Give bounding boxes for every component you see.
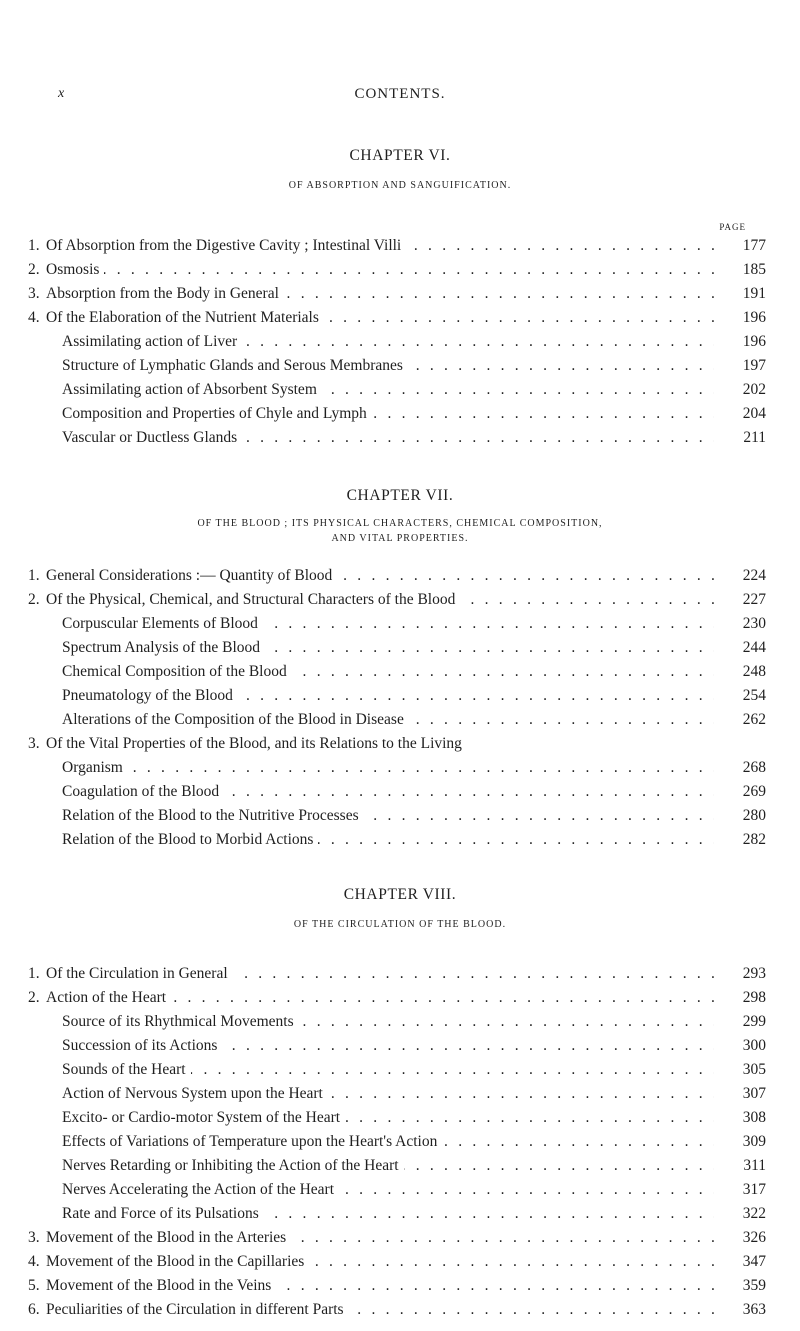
entry-title <box>62 426 714 450</box>
entry-title <box>46 564 714 588</box>
entry-page-number: 298 <box>742 989 766 1006</box>
entry-title-text: Chemical Composition of the Blood <box>62 663 292 680</box>
toc-entry <box>0 1106 800 1130</box>
entry-title <box>62 1178 714 1202</box>
chapter-subtitle: OF ABSORPTION AND SANGUIFICATION. <box>288 180 512 191</box>
entry-page-number: 308 <box>742 1109 766 1126</box>
toc-entry <box>0 1034 800 1058</box>
entry-title <box>46 1274 714 1298</box>
entry-number: 2. <box>28 261 40 278</box>
entry-page-number: 300 <box>742 1037 766 1054</box>
toc-entry <box>0 780 800 804</box>
entry-title-text: Of the Circulation in General <box>46 965 233 982</box>
entry-page-number: 177 <box>742 237 766 254</box>
entry-title <box>62 612 714 636</box>
entry-title <box>62 828 714 852</box>
entry-title <box>46 588 714 612</box>
entry-title-text: Corpuscular Elements of Blood <box>62 615 263 632</box>
toc-entry <box>0 1178 800 1202</box>
entry-number: 1. <box>28 965 40 982</box>
entry-title-text: Nerves Retarding or Inhibiting the Action of the Heart <box>62 1157 404 1174</box>
toc-entry <box>0 306 800 330</box>
toc-entry <box>0 986 800 1010</box>
chapter-7-heading <box>0 486 800 546</box>
entry-number: 2. <box>28 591 40 608</box>
entry-page-number: 293 <box>742 965 766 982</box>
page-numeral: x <box>58 86 65 101</box>
entry-page-number: 363 <box>742 1301 766 1318</box>
entry-title-text: Coagulation of the Blood <box>62 783 224 800</box>
toc-entry <box>0 330 800 354</box>
entry-page-number: 359 <box>742 1277 766 1294</box>
entry-number: 2. <box>28 989 40 1006</box>
chapter-subtitle: OF THE CIRCULATION OF THE BLOOD. <box>293 919 507 930</box>
toc-entry <box>0 636 800 660</box>
chapter-subtitle: AND VITAL PROPERTIES. <box>331 533 469 544</box>
entry-title-text: Movement of the Blood in the Veins <box>46 1277 276 1294</box>
entry-title-text: Succession of its Actions <box>62 1037 222 1054</box>
entry-page-number: 224 <box>742 567 766 584</box>
entry-number: 1. <box>28 567 40 584</box>
entry-title-text: Assimilating action of Absorbent System <box>62 381 322 398</box>
toc-entry <box>0 756 800 780</box>
entry-title-text: Rate and Force of its Pulsations <box>62 1205 264 1222</box>
entry-title <box>62 780 714 804</box>
entry-number: 3. <box>28 285 40 302</box>
chapter-title: CHAPTER VII. <box>346 487 454 504</box>
entry-title-text: Of Absorption from the Digestive Cavity ; Intestinal Villi <box>46 237 406 254</box>
entry-title <box>62 636 714 660</box>
entry-title-text: Vascular or Ductless Glands <box>62 429 242 446</box>
toc-entry <box>0 426 800 450</box>
entry-title <box>46 258 714 282</box>
running-title: CONTENTS. <box>354 86 446 102</box>
entry-title-text: Of the Physical, Chemical, and Structural Characters of the Blood <box>46 591 460 608</box>
entry-title <box>62 1058 714 1082</box>
entry-title <box>62 1034 714 1058</box>
entry-title-text: Osmosis <box>46 261 104 278</box>
entry-page-number: 309 <box>742 1133 766 1150</box>
toc-entry <box>0 1130 800 1154</box>
entry-title-text: General Considerations :— Quantity of Blood <box>46 567 337 584</box>
chapter-8-heading <box>0 885 800 932</box>
toc-entry <box>0 804 800 828</box>
entry-page-number: 254 <box>742 687 766 704</box>
entry-title <box>62 1106 714 1130</box>
entry-page-number: 268 <box>742 759 766 776</box>
entry-title <box>46 1226 714 1250</box>
entry-title-text: Structure of Lymphatic Glands and Serous Membranes <box>62 357 408 374</box>
entry-number: 3. <box>28 1229 40 1246</box>
toc-entry <box>0 378 800 402</box>
entry-page-number: 307 <box>742 1085 766 1102</box>
entry-page-number: 347 <box>742 1253 766 1270</box>
entry-title-text: Nerves Accelerating the Action of the Heart <box>62 1181 339 1198</box>
entry-page-number: 202 <box>742 381 766 398</box>
entry-title-text: Peculiarities of the Circulation in different Parts <box>46 1301 349 1318</box>
toc-entry <box>0 1082 800 1106</box>
entry-page-number: 326 <box>742 1229 766 1246</box>
entry-title <box>46 962 714 986</box>
entry-title <box>62 804 714 828</box>
entry-title-text: Pneumatology of the Blood <box>62 687 238 704</box>
toc-entry <box>0 282 800 306</box>
toc-entry <box>0 962 800 986</box>
entry-page-number: 311 <box>743 1157 766 1174</box>
entry-number: 6. <box>28 1301 40 1318</box>
entry-title <box>46 282 714 306</box>
entry-title-text: Action of the Heart <box>46 989 171 1006</box>
toc-entry <box>0 1250 800 1274</box>
entry-page-number: 317 <box>742 1181 766 1198</box>
entry-title <box>46 986 714 1010</box>
entry-page-number: 248 <box>742 663 766 680</box>
entry-title <box>62 684 714 708</box>
entry-title <box>62 354 714 378</box>
toc-entry <box>0 1154 800 1178</box>
entry-page-number: 196 <box>742 333 766 350</box>
chapter-7-entries <box>0 564 800 852</box>
entry-title <box>62 708 714 732</box>
chapter-6-heading <box>0 146 800 193</box>
toc-entry <box>0 612 800 636</box>
entry-title <box>62 1154 714 1178</box>
entry-page-number: 211 <box>743 429 766 446</box>
entry-title <box>62 660 714 684</box>
toc-entry <box>0 588 800 612</box>
entry-title <box>62 1130 714 1154</box>
entry-page-number: 262 <box>742 711 766 728</box>
entry-title-text: Alterations of the Composition of the Blood in Disease <box>62 711 409 728</box>
entry-page-number: 280 <box>742 807 766 824</box>
chapter-8-entries <box>0 962 800 1322</box>
entry-number: 5. <box>28 1277 40 1294</box>
entry-page-number: 196 <box>742 309 766 326</box>
toc-entry <box>0 660 800 684</box>
toc-entry <box>0 354 800 378</box>
running-head <box>0 86 800 106</box>
toc-entry <box>0 1202 800 1226</box>
entry-title-text: Spectrum Analysis of the Blood <box>62 639 265 656</box>
entry-page-number: 191 <box>742 285 766 302</box>
entry-title-text: Relation of the Blood to Morbid Actions <box>62 831 318 848</box>
entry-title <box>46 306 714 330</box>
entry-page-number: 204 <box>742 405 766 422</box>
entry-title-text: Composition and Properties of Chyle and Lymph <box>62 405 372 422</box>
entry-title <box>62 402 714 426</box>
entry-title <box>62 1010 714 1034</box>
toc-entry <box>0 564 800 588</box>
toc-entry <box>0 708 800 732</box>
page-column-label: PAGE <box>719 222 746 232</box>
toc-entry <box>0 828 800 852</box>
entry-title-text: Effects of Variations of Temperature upon the Heart's Action <box>62 1133 442 1150</box>
chapter-title: CHAPTER VIII. <box>343 886 457 903</box>
entry-title-text: Assimilating action of Liver <box>62 333 242 350</box>
entry-page-number: 244 <box>742 639 766 656</box>
toc-entry <box>0 1274 800 1298</box>
toc-entry <box>0 684 800 708</box>
toc-entry <box>0 234 800 258</box>
toc-entry <box>0 258 800 282</box>
toc-entry <box>0 1010 800 1034</box>
entry-title <box>46 1250 714 1274</box>
entry-title <box>46 732 766 756</box>
chapter-6-entries <box>0 234 800 450</box>
entry-page-number: 230 <box>742 615 766 632</box>
toc-entry <box>0 1298 800 1322</box>
entry-page-number: 227 <box>742 591 766 608</box>
entry-title <box>62 1082 714 1106</box>
entry-title-text: Movement of the Blood in the Capillaries <box>46 1253 309 1270</box>
entry-title-text: Action of Nervous System upon the Heart <box>62 1085 328 1102</box>
toc-entry <box>0 1226 800 1250</box>
entry-title <box>62 1202 714 1226</box>
entry-title-text: Sounds of the Heart <box>62 1061 191 1078</box>
entry-page-number: 185 <box>742 261 766 278</box>
entry-title <box>62 756 714 780</box>
entry-title <box>62 330 714 354</box>
entry-page-number: 299 <box>742 1013 766 1030</box>
entry-title-text: Of the Vital Properties of the Blood, and its Relations to the Living <box>46 735 467 752</box>
entry-number: 1. <box>28 237 40 254</box>
entry-title-text: Absorption from the Body in General <box>46 285 284 302</box>
entry-title-text: Of the Elaboration of the Nutrient Materials <box>46 309 324 326</box>
entry-title <box>46 1298 714 1322</box>
entry-number: 4. <box>28 309 40 326</box>
entry-title-text: Source of its Rhythmical Movements <box>62 1013 299 1030</box>
toc-entry <box>0 732 800 756</box>
toc-entry <box>0 402 800 426</box>
toc-entry <box>0 1058 800 1082</box>
entry-number: 3. <box>28 735 40 752</box>
entry-title <box>46 234 714 258</box>
entry-title-text: Relation of the Blood to the Nutritive Processes <box>62 807 364 824</box>
entry-page-number: 197 <box>742 357 766 374</box>
entry-page-number: 305 <box>742 1061 766 1078</box>
entry-title <box>62 378 714 402</box>
entry-page-number: 282 <box>742 831 766 848</box>
entry-title-text: Organism <box>62 759 128 776</box>
chapter-title: CHAPTER VI. <box>349 147 451 164</box>
entry-page-number: 269 <box>742 783 766 800</box>
entry-page-number: 322 <box>742 1205 766 1222</box>
entry-number: 4. <box>28 1253 40 1270</box>
chapter-subtitle: OF THE BLOOD ; ITS PHYSICAL CHARACTERS, CHEMICAL COMPOSITION, <box>197 518 603 529</box>
entry-title-text: Movement of the Blood in the Arteries <box>46 1229 291 1246</box>
entry-title-text: Excito- or Cardio-motor System of the Heart <box>62 1109 345 1126</box>
